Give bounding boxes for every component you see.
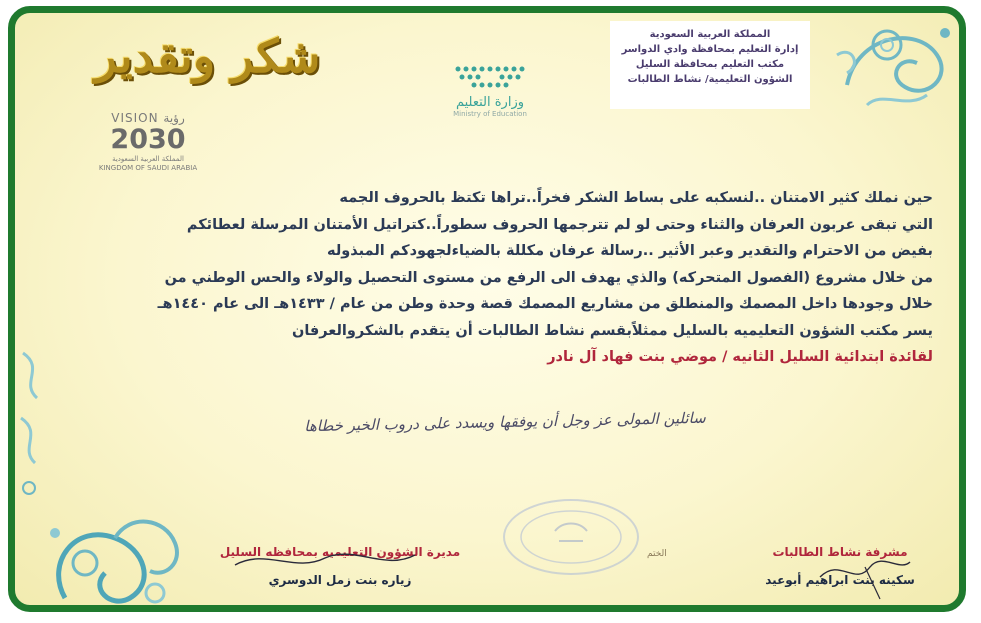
director-name: زياره بنت زمل الدوسري: [268, 573, 412, 587]
body-line: خلال وجودها داخل المصمك والمنطلق من مشاريع المصمك قصة وحدة وطن من عام / ١٤٣٣هـ الى عام ١٤٤٠هـ: [157, 296, 933, 312]
header-line: الشؤون التعليمية/ نشاط الطالبات: [627, 74, 793, 85]
ministry-logo: [415, 63, 565, 143]
body-line: يسر مكتب الشؤون التعليميه بالسليل ممثلاًبقسم نشاط الطالبات أن يتقدم بالشكروالعرفان: [291, 322, 933, 339]
director-title: مديرة الشؤون التعليميه بمحافظه السليل: [219, 545, 461, 559]
ministry-dots-icon: [450, 63, 530, 93]
header-line: مكتب التعليم بمحافظة السليل: [635, 59, 785, 70]
issuing-authority-header: [610, 21, 810, 109]
body-line: من خلال مشروع (الفصول المتحركه) والذي يهدف الى الرفع من مستوى التحصيل والولاء والحس الوطني من: [164, 269, 933, 286]
header-line: إدارة التعليم بمحافظة وادي الدواسر: [621, 44, 799, 55]
supervisor-title: مشرفة نشاط الطالبات: [772, 545, 908, 559]
certificate-body: [65, 185, 933, 371]
vision-2030-logo: [93, 111, 203, 186]
ministry-name-ar: وزارة التعليم: [455, 95, 525, 110]
director-signature-block: [205, 545, 475, 587]
supervisor-signature-block: [750, 545, 930, 587]
vision-sub-ar: المملكة العربية السعودية: [112, 155, 184, 163]
body-line: التي تبقى عربون العرفان والثناء وحتى لو لم تترجمها الحروف سطوراً..كتراتيل الأمتنان المرسلة لعطائكم: [186, 216, 933, 233]
body-line: بفيض من الاحترام والتقدير وعبر الأثير ..رسالة عرفان مكللة بالضياءلجهودكم المبذوله: [327, 243, 933, 259]
director-signature-scribble: [225, 543, 425, 583]
official-seal-stamp: [503, 499, 639, 575]
ministry-name-en: Ministry of Education: [453, 110, 527, 118]
certificate-title: شكر وتقدير: [94, 29, 321, 83]
recipient-line: لقائدة ابتدائية السليل الثانيه / موضي بنت فهاد آل نادر: [547, 349, 933, 365]
seal-label: الختم: [647, 549, 667, 559]
body-line: حين نملك كثير الامتنان ..لنسكبه على بساط الشكر فخراً..تراها تكتظ بالحروف الجمه: [339, 190, 933, 206]
certificate: [8, 6, 966, 612]
vision-year: 2030: [110, 124, 186, 155]
vision-label-en: VISION: [111, 111, 159, 125]
header-line: المملكة العربية السعودية: [649, 29, 771, 40]
vision-sub-en: KINGDOM OF SAUDI ARABIA: [98, 164, 198, 172]
supervisor-signature-scribble: [810, 547, 920, 602]
supervisor-name: سكينه بنت ابراهيم أبوعيد: [765, 573, 915, 587]
vision-label-ar: رؤية: [163, 111, 185, 125]
handwritten-prayer: سائلين المولى عز وجل أن يوفقها ويسدد على دروب الخير خطاها: [304, 408, 706, 436]
